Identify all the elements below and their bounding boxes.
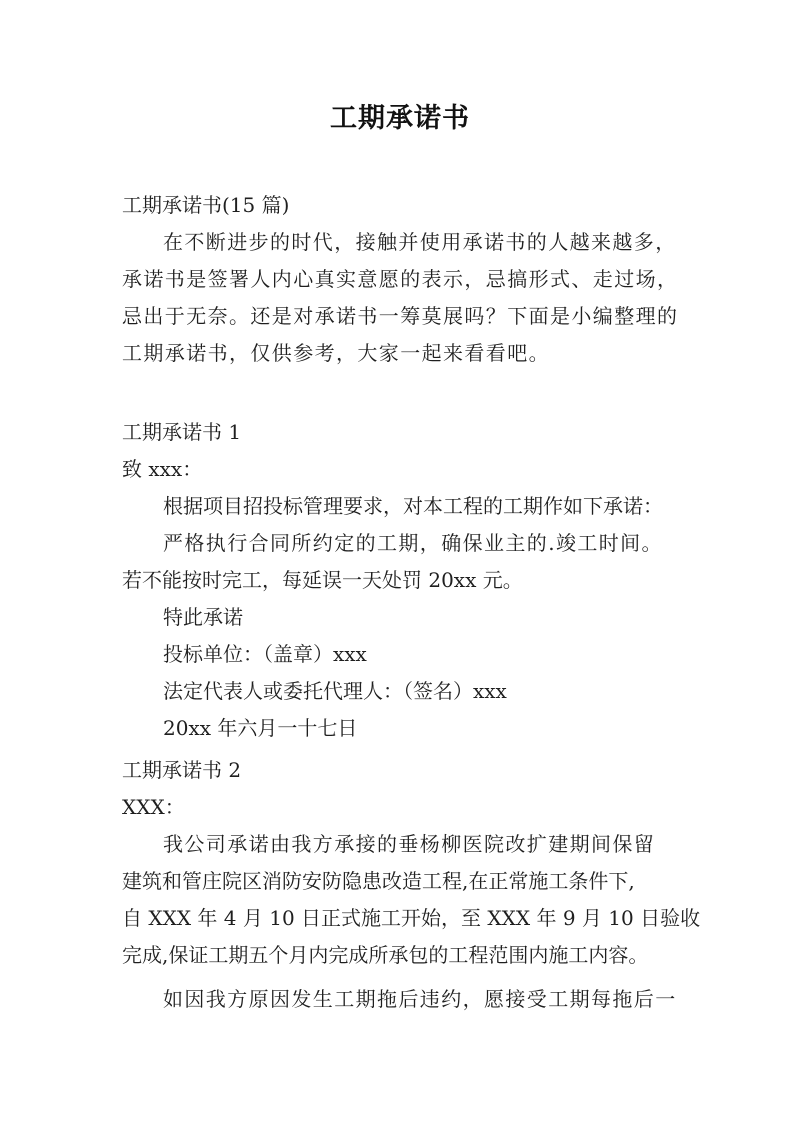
paragraph-line: 严格执行合同所约定的工期，确保业主的.竣工时间。 [163,531,663,555]
paragraph-line: 完成,保证工期五个月内完成所承包的工程范围内施工内容。 [122,943,649,967]
intro-line: 承诺书是签署人内心真实意愿的表示，忌搞形式、走过场， [122,267,679,291]
representative-line: 法定代表人或委托代理人：（签名）xxx [163,679,507,703]
paragraph-line: 若不能按时完工，每延误一天处罚 20xx 元。 [122,568,523,592]
section-heading: 工期承诺书 2 [122,758,242,782]
intro-line: 在不断进步的时代，接触并使用承诺书的人越来越多， [163,230,677,254]
paragraph-line: 如因我方原因发生工期拖后违约，愿接受工期每拖后一 [163,987,677,1011]
bidder-line: 投标单位：（盖章）xxx [163,642,367,666]
paragraph-line: 自 XXX 年 4 月 10 日正式施工开始，至 XXX 年 9 月 10 日验收 [122,906,701,930]
salutation: 致 xxx： [122,457,203,481]
paragraph-line: 我公司承诺由我方承接的垂杨柳医院改扩建期间保留 [163,832,656,856]
document-subtitle: 工期承诺书(15 篇) [122,193,290,217]
section-heading: 工期承诺书 1 [122,420,242,444]
salutation: XXX： [122,795,185,819]
date-line: 20xx 年六月一十七日 [163,716,358,740]
paragraph-line: 建筑和管庄院区消防安防隐患改造工程,在正常施工条件下, [122,869,635,893]
intro-line: 工期承诺书，仅供参考，大家一起来看看吧。 [122,341,550,365]
intro-line: 忌出于无奈。还是对承诺书一筹莫展吗？下面是小编整理的 [122,304,679,328]
paragraph-line: 根据项目招投标管理要求，对本工程的工期作如下承诺： [163,494,663,518]
closing-text: 特此承诺 [163,605,243,629]
document-title: 工期承诺书 [330,103,470,134]
